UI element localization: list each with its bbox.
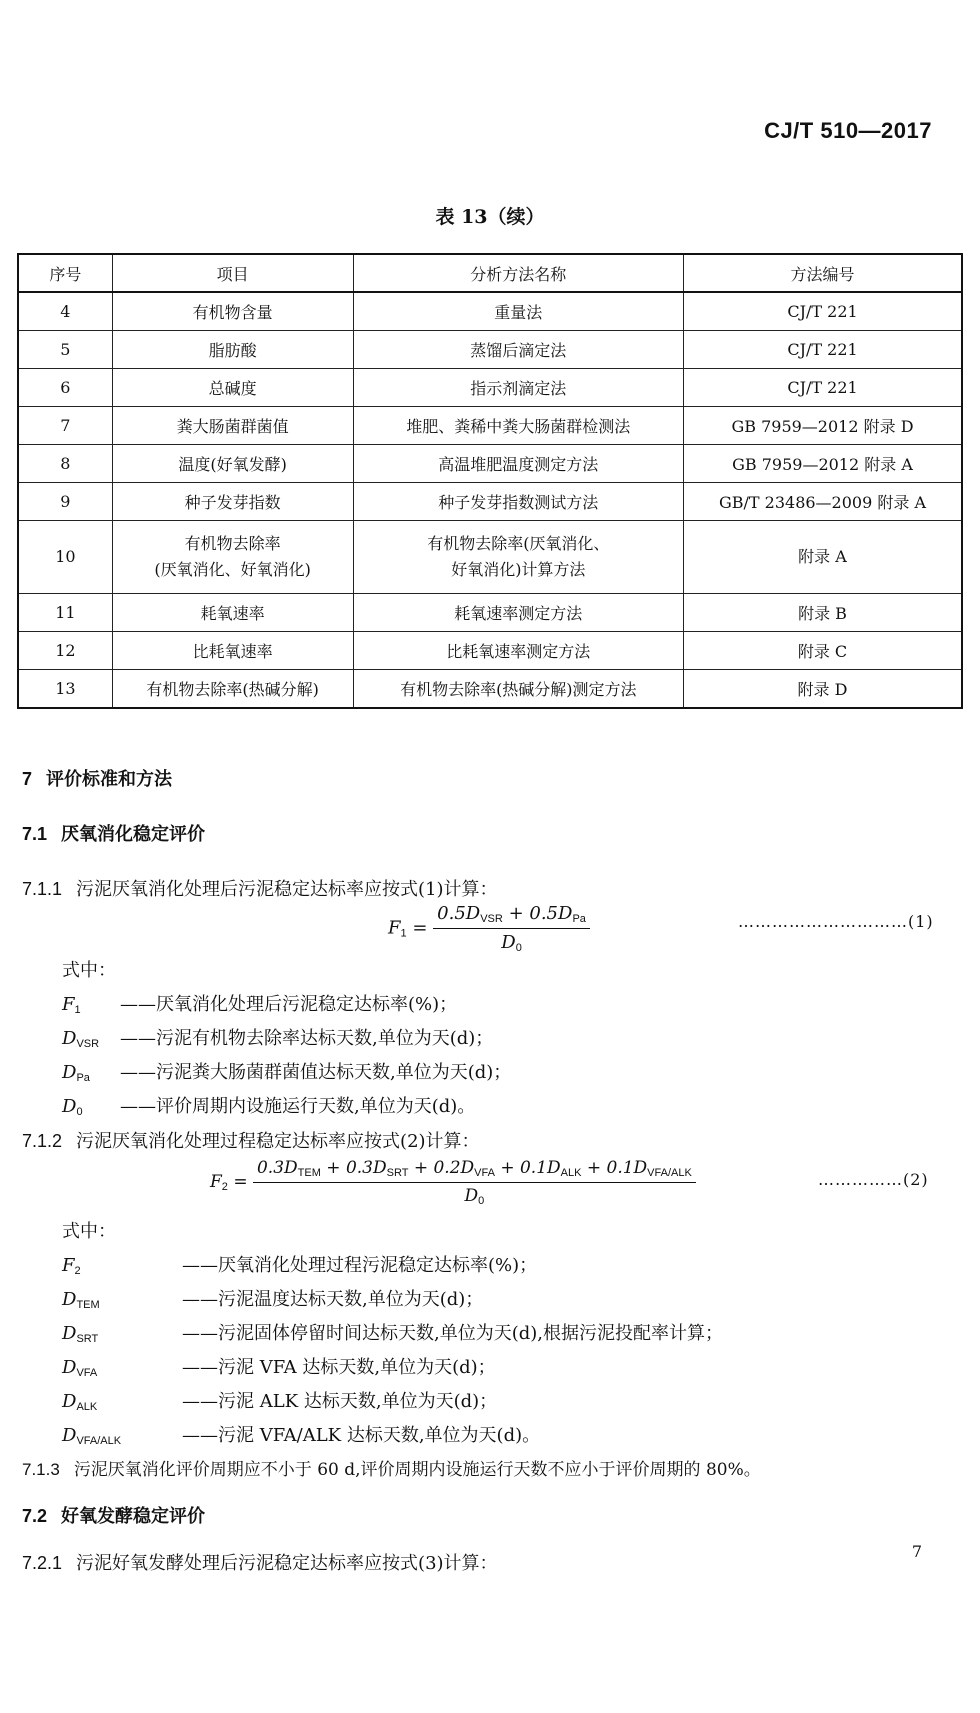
cell-code: 附录 C bbox=[684, 632, 963, 670]
column-header-code: 方法编号 bbox=[684, 254, 963, 292]
variable-description: ——污泥 VFA 达标天数,单位为天(d)； bbox=[182, 1357, 496, 1378]
section-number: 7.2 bbox=[22, 1506, 48, 1526]
clause-text: 污泥厌氧消化处理过程稳定达标率应按式(2)计算： bbox=[76, 1131, 480, 1152]
clause-number: 7.2.1 bbox=[22, 1553, 63, 1573]
cell-code: 附录 B bbox=[684, 594, 963, 632]
cell-method-line2: 好氧消化)计算方法 bbox=[451, 560, 586, 579]
variable-symbol: $F_1$ bbox=[62, 994, 81, 1016]
section-number: 7.1 bbox=[22, 824, 48, 844]
clause-text: 污泥厌氧消化评价周期应不小于 60 d,评价周期内设施运行天数不应小于评价周期的 80%。 bbox=[73, 1460, 761, 1480]
cell-method bbox=[353, 521, 683, 594]
cell-code: 附录 D bbox=[684, 670, 963, 709]
standard-number: CJ/T 510—2017 bbox=[764, 118, 932, 143]
table-row bbox=[18, 521, 962, 594]
cell-item bbox=[112, 521, 353, 594]
table-row bbox=[18, 292, 962, 331]
analysis-methods-table bbox=[17, 253, 963, 709]
table-row bbox=[18, 369, 962, 407]
variable-symbol: $D_0$ bbox=[62, 1096, 83, 1118]
variable-symbol: $D_{VFA/ALK}$ bbox=[62, 1425, 122, 1447]
cell-item: 有机物含量 bbox=[112, 292, 353, 331]
variable-symbol: $D_{Pa}$ bbox=[62, 1062, 90, 1084]
cell-item: 粪大肠菌群菌值 bbox=[112, 407, 353, 445]
equation-number-2: ……………(2) bbox=[818, 1170, 929, 1189]
variable-row bbox=[62, 1421, 540, 1447]
section-title: 厌氧消化稳定评价 bbox=[61, 824, 206, 845]
cell-method: 耗氧速率测定方法 bbox=[353, 594, 683, 632]
variable-row bbox=[62, 1387, 497, 1413]
formula-1: $F_1$ = $\frac{0.5D_{VSR} + 0.5D_{Pa}}{D_0}$ bbox=[388, 903, 590, 954]
cell-no: 5 bbox=[18, 331, 112, 369]
formula-fraction bbox=[433, 903, 590, 954]
column-header-item: 项目 bbox=[112, 254, 353, 292]
variable-row bbox=[62, 1285, 483, 1311]
clause-text: 污泥好氧发酵处理后污泥稳定达标率应按式(3)计算： bbox=[76, 1553, 498, 1574]
cell-item: 脂肪酸 bbox=[112, 331, 353, 369]
clause-text: 污泥厌氧消化处理后污泥稳定达标率应按式(1)计算： bbox=[76, 879, 498, 900]
cell-no: 4 bbox=[18, 292, 112, 331]
cell-method: 高温堆肥温度测定方法 bbox=[353, 445, 683, 483]
table-header-row bbox=[18, 254, 962, 292]
section-7-2-heading bbox=[22, 1502, 205, 1528]
cell-item-line2: (厌氧消化、好氧消化) bbox=[154, 560, 311, 579]
where-label: 式中： bbox=[62, 1221, 116, 1242]
section-7-heading bbox=[22, 765, 172, 791]
variable-description: ——污泥 ALK 达标天数,单位为天(d)； bbox=[182, 1391, 498, 1412]
cell-item: 耗氧速率 bbox=[112, 594, 353, 632]
variable-symbol: $D_{VFA}$ bbox=[62, 1357, 98, 1379]
clause-7-1-3 bbox=[22, 1455, 761, 1480]
formula-lhs: F bbox=[388, 917, 401, 939]
variable-row bbox=[62, 1024, 493, 1050]
cell-code: CJ/T 221 bbox=[684, 331, 963, 369]
cell-item: 温度(好氧发酵) bbox=[112, 445, 353, 483]
cell-no: 12 bbox=[18, 632, 112, 670]
variable-symbol: $D_{ALK}$ bbox=[62, 1391, 98, 1413]
variable-symbol: $D_{TEM}$ bbox=[62, 1289, 100, 1311]
variable-description: ——污泥 VFA/ALK 达标天数,单位为天(d)。 bbox=[182, 1425, 541, 1446]
variable-description: ——污泥有机物去除率达标天数,单位为天(d)； bbox=[120, 1028, 494, 1049]
variable-row bbox=[62, 1092, 475, 1118]
cell-method: 蒸馏后滴定法 bbox=[353, 331, 683, 369]
variable-row bbox=[62, 990, 457, 1016]
variable-row bbox=[62, 1251, 537, 1277]
page-number: 7 bbox=[911, 1542, 922, 1561]
variable-symbol: $F_2$ bbox=[62, 1255, 81, 1277]
cell-method: 重量法 bbox=[353, 292, 683, 331]
clause-7-1-1 bbox=[22, 875, 498, 901]
cell-item: 种子发芽指数 bbox=[112, 483, 353, 521]
variable-row bbox=[62, 1058, 511, 1084]
cell-item: 有机物去除率(热碱分解) bbox=[112, 670, 353, 709]
formula-lhs: F bbox=[210, 1172, 222, 1192]
cell-method: 种子发芽指数测试方法 bbox=[353, 483, 683, 521]
formula-numerator: $0.3D_{TEM} + 0.3D_{SRT} + 0.2D_{VFA} + 0.1D_{ALK} + 0.1D_{VFA/ALK}$ bbox=[253, 1158, 696, 1183]
cell-code: 附录 A bbox=[684, 521, 963, 594]
table-row bbox=[18, 331, 962, 369]
formula-lhs-sub: 1 bbox=[400, 927, 407, 940]
cell-no: 10 bbox=[18, 521, 112, 594]
cell-method: 堆肥、粪稀中粪大肠菌群检测法 bbox=[353, 407, 683, 445]
cell-item-line1: 有机物去除率 bbox=[184, 534, 281, 553]
variable-description: ——厌氧消化处理过程污泥稳定达标率(%)； bbox=[182, 1255, 538, 1276]
formula-2: $F_2$ = $\frac{0.3D_{TEM} + 0.3D_{SRT} + 0.2D_{VFA} + 0.1D_{ALK} + 0.1D_{VFA/ALK}}{D_0}$ bbox=[210, 1158, 696, 1207]
variable-row bbox=[62, 1353, 496, 1379]
table-row bbox=[18, 670, 962, 709]
cell-item: 比耗氧速率 bbox=[112, 632, 353, 670]
column-header-method: 分析方法名称 bbox=[353, 254, 683, 292]
where-label: 式中： bbox=[62, 960, 116, 981]
equation-number-1: …………………………(1) bbox=[738, 912, 934, 931]
variable-symbol: $D_{VSR}$ bbox=[62, 1028, 100, 1050]
cell-method-line1: 有机物去除率(厌氧消化、 bbox=[427, 534, 610, 553]
variable-row bbox=[62, 1319, 723, 1345]
cell-code: GB 7959—2012 附录 D bbox=[684, 407, 963, 445]
formula-fraction bbox=[253, 1158, 696, 1207]
table-title: 表 13（续） bbox=[435, 206, 545, 228]
column-header-no: 序号 bbox=[18, 254, 112, 292]
clause-7-1-2 bbox=[22, 1127, 480, 1153]
table-row bbox=[18, 594, 962, 632]
clause-number: 7.1.1 bbox=[22, 879, 63, 899]
table-row bbox=[18, 632, 962, 670]
clause-7-2-1 bbox=[22, 1549, 498, 1575]
clause-number: 7.1.3 bbox=[22, 1460, 60, 1479]
cell-code: GB 7959—2012 附录 A bbox=[684, 445, 963, 483]
formula-denominator: $D_0$ bbox=[501, 932, 522, 954]
cell-no: 11 bbox=[18, 594, 112, 632]
clause-number: 7.1.2 bbox=[22, 1131, 63, 1151]
section-title: 好氧发酵稳定评价 bbox=[61, 1506, 206, 1527]
cell-no: 6 bbox=[18, 369, 112, 407]
variable-description: ——污泥粪大肠菌群菌值达标天数,单位为天(d)； bbox=[120, 1062, 512, 1083]
cell-method: 比耗氧速率测定方法 bbox=[353, 632, 683, 670]
cell-method: 有机物去除率(热碱分解)测定方法 bbox=[353, 670, 683, 709]
cell-code: CJ/T 221 bbox=[684, 369, 963, 407]
variable-description: ——评价周期内设施运行天数,单位为天(d)。 bbox=[120, 1096, 476, 1117]
cell-item: 总碱度 bbox=[112, 369, 353, 407]
section-number: 7 bbox=[22, 769, 33, 789]
formula-numerator: $0.5D_{VSR} + 0.5D_{Pa}$ bbox=[433, 903, 590, 929]
cell-code: GB/T 23486—2009 附录 A bbox=[684, 483, 963, 521]
cell-no: 8 bbox=[18, 445, 112, 483]
variable-description: ——厌氧消化处理后污泥稳定达标率(%)； bbox=[120, 994, 458, 1015]
variable-description: ——污泥固体停留时间达标天数,单位为天(d),根据污泥投配率计算； bbox=[182, 1323, 724, 1344]
section-7-1-heading bbox=[22, 820, 205, 846]
variable-description: ——污泥温度达标天数,单位为天(d)； bbox=[182, 1289, 484, 1310]
variable-symbol: $D_{SRT}$ bbox=[62, 1323, 99, 1345]
formula-lhs-sub: 2 bbox=[221, 1181, 228, 1193]
cell-no: 9 bbox=[18, 483, 112, 521]
cell-code: CJ/T 221 bbox=[684, 292, 963, 331]
table-row bbox=[18, 407, 962, 445]
table-row bbox=[18, 483, 962, 521]
cell-no: 13 bbox=[18, 670, 112, 709]
formula-denominator: $D_0$ bbox=[464, 1186, 485, 1207]
section-title: 评价标准和方法 bbox=[46, 769, 173, 790]
cell-method: 指示剂滴定法 bbox=[353, 369, 683, 407]
cell-no: 7 bbox=[18, 407, 112, 445]
table-row bbox=[18, 445, 962, 483]
